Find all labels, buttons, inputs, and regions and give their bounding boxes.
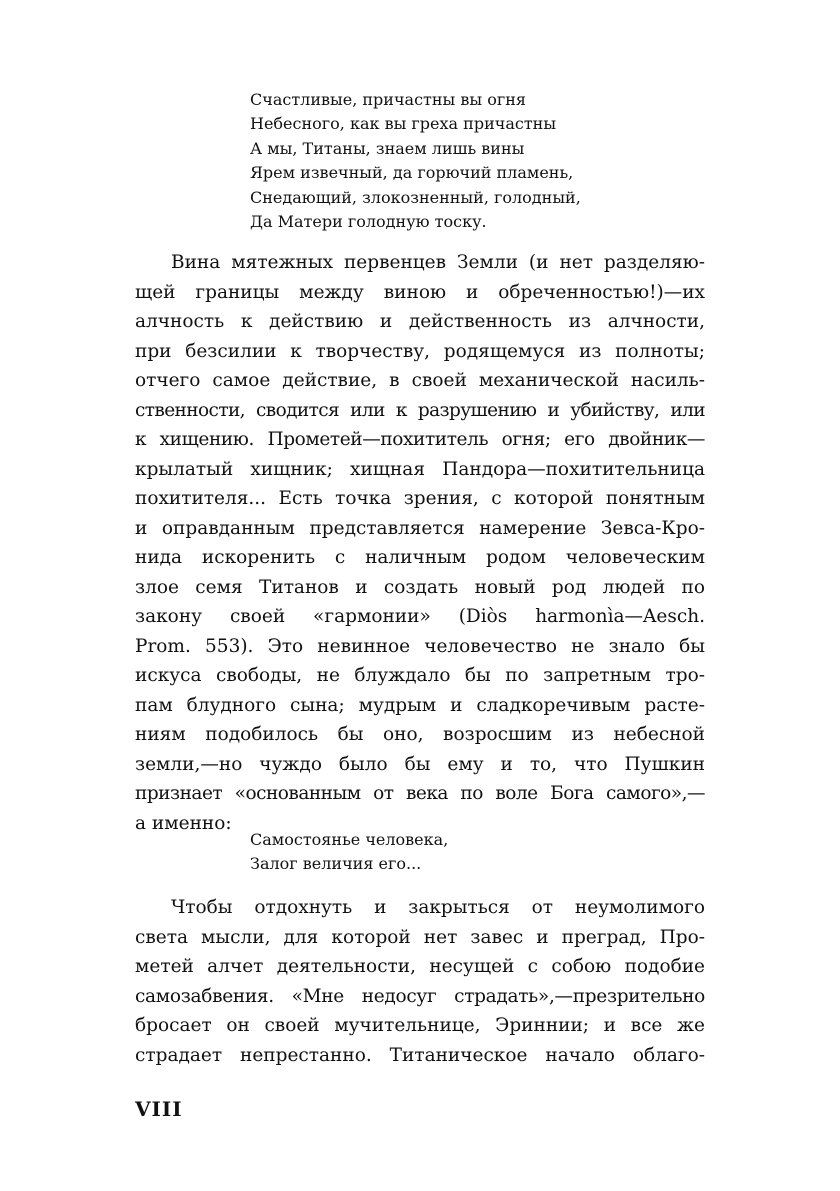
text-line: отчего самое действие, в своей механической насиль- (135, 370, 705, 391)
text-line: метей алчет деятельности, несущей с собою подобие (135, 956, 705, 977)
text-line: и оправданным представляется намерение Зевса-Кро- (135, 517, 705, 539)
text-line: при безсилии к творчеству, родящемуся из полноты; (135, 340, 705, 362)
page-number: VIII (135, 1097, 183, 1121)
text-line: Чтобы отдохнуть и закрыться от неумолимого (171, 897, 705, 918)
verse-stanza (250, 88, 670, 234)
text-line: пам блудного сына; мудрым и сладкоречивым расте- (135, 694, 705, 716)
text-line: к хищению. Прометей—похититель огня; его двойник— (135, 429, 705, 450)
text-line: самозабвения. «Мне недосуг страдать»,—презрительно (135, 985, 705, 1007)
body-paragraph (135, 893, 705, 1070)
verse-line: Да Матери голодную тоску. (250, 212, 487, 232)
text-line: света мысли, для которой нет завес и преград, Про- (135, 926, 705, 948)
text-line: Вина мятежных первенцев Земли (и нет разделяю- (171, 252, 705, 273)
verse-line: Снедающий, злокозненный, голодный, (250, 187, 581, 207)
text-line: земли,—но чуждо было бы ему и то, что Пушкин (135, 753, 705, 775)
text-line: похитителя... Есть точка зрения, с которой понятным (135, 488, 705, 509)
text-line: злое семя Титанов и создать новый род людей по (135, 576, 705, 598)
text-line: а именно: (135, 812, 232, 834)
text-line: закону своей «гармонии» (Diòs harmonìa—Aesch. (135, 606, 705, 627)
text-line: страдает непрестанно. Титаническое начало облаго- (135, 1044, 705, 1066)
text-line: бросает он своей мучительнице, Эриннии; и все же (135, 1015, 705, 1036)
text-line: крылатый хищник; хищная Пандора—похитительница (135, 458, 705, 480)
text-line: нида искоренить с наличным родом человеческим (135, 547, 705, 568)
text-line: искуса свободы, не блуждало бы по запретным тро- (135, 665, 705, 686)
text-line: Prom. 553). Это невинное человечество не знало бы (135, 635, 705, 657)
text-line: щей границы между виною и обреченностью!)—их (135, 281, 705, 303)
verse-line: Залог величия его... (250, 854, 422, 874)
text-line: признает «основанным от века по воле Бога самого»,— (135, 783, 705, 804)
text-line: ниям подобилось бы оно, возросшим из небесной (135, 724, 705, 745)
verse-line: Ярем извечный, да горючий пламень, (250, 163, 574, 183)
verse-quote (250, 828, 670, 877)
body-paragraph (135, 248, 705, 838)
verse-line: Самостоянье человека, (250, 830, 449, 849)
text-line: ственности, сводится или к разрушению и убийству, или (135, 399, 705, 421)
verse-line: Небесного, как вы греха причастны (250, 114, 557, 134)
verse-line: Счастливые, причастны вы огня (250, 90, 526, 109)
text-line: алчность к действию и действенность из алчности, (135, 311, 705, 332)
verse-line: А мы, Титаны, знаем лишь вины (250, 138, 525, 158)
